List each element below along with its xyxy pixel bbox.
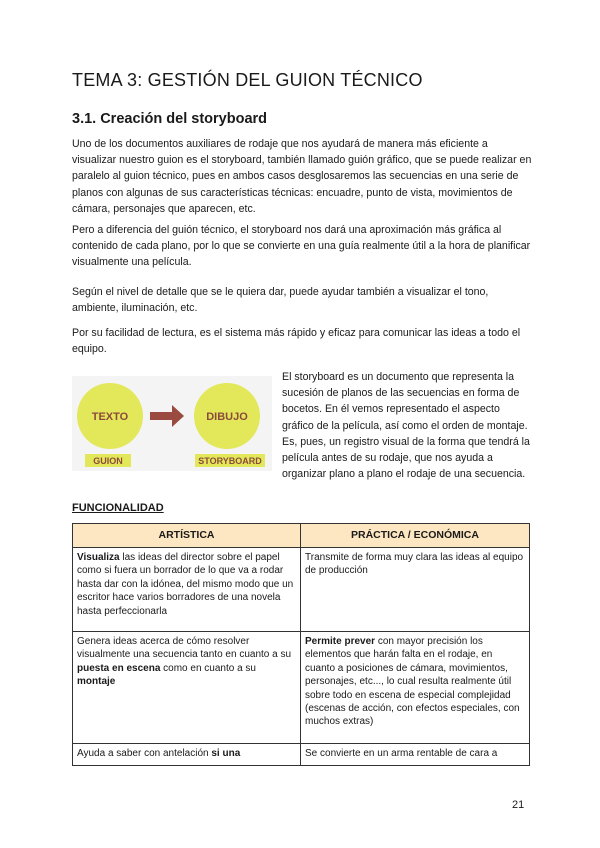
dibujo-label: DIBUJO <box>206 411 248 423</box>
table-cell <box>73 744 301 766</box>
table-cell <box>73 548 301 632</box>
bold-text: montaje <box>77 676 116 688</box>
storyboard-diagram <box>72 376 272 471</box>
table-cell <box>301 632 530 744</box>
arrow-shaft <box>150 412 172 420</box>
cell-text: Se convierte en un arma rentable de cara a <box>305 748 498 759</box>
arrow-right-icon <box>172 405 184 427</box>
table-header-row <box>73 524 530 548</box>
table-cell <box>301 744 530 766</box>
diagram-svg <box>72 376 272 471</box>
page-title: TEMA 3: GESTIÓN DEL GUION TÉCNICO <box>72 70 423 90</box>
cell-text: Genera ideas acerca de cómo resolver visualmente una secuencia tanto en cuanto a su <box>77 636 292 661</box>
paragraph-2: Pero a diferencia del guión técnico, el storyboard nos dará una aproximación más gráfica al contenido de cada plano, por lo que se convierte en una guía realmente útil a la hora de planificar visualmente una película. <box>72 224 531 269</box>
table-row <box>73 548 530 632</box>
figure-description: El storyboard es un documento que representa la sucesión de planos de las secuencias en forma de bocetos. En él vemos representado el aspecto gráfico de la película, así como el orden de montaje. Es, pues, un registro visual de la forma que tendrá la película antes de su rodaje, que nos ayuda a organizar plano a plano el rodaje de una secuencia. <box>282 371 530 481</box>
bold-text: Visualiza <box>77 552 120 563</box>
cell-text: como en cuanto a su <box>160 662 256 674</box>
table-row <box>73 744 530 766</box>
table-cell <box>73 632 301 744</box>
functionality-table <box>72 523 530 766</box>
section-title: 3.1. Creación del storyboard <box>72 111 268 127</box>
cell-text: Ayuda a saber con antelación <box>77 748 212 759</box>
guion-caption: GUION <box>93 456 123 466</box>
header-practica: PRÁCTICA / ECONÓMICA <box>301 524 530 548</box>
bold-text: si una <box>211 748 241 759</box>
storyboard-caption: STORYBOARD <box>198 456 262 466</box>
texto-label: TEXTO <box>91 411 129 423</box>
table-cell <box>301 548 530 632</box>
bold-text: Permite prever <box>305 636 376 647</box>
paragraph-4: Por su facilidad de lectura, es el sistema más rápido y eficaz para comunicar las ideas a todo el equipo. <box>72 327 521 356</box>
paragraph-1: Uno de los documentos auxiliares de rodaje que nos ayudará de manera más eficiente a visualizar nuestro guion es el storyboard, también llamado guión gráfico, que se puede realizar en paralelo al guion técnico, pues en ambos casos desglosaremos las secuencias en una serie de planos con algunas de sus características técnicas: encuadre, punto de vista, movimientos de cámara, personajes que aparecen, etc. <box>72 138 532 215</box>
bold-text: puesta en escena <box>77 662 161 674</box>
page-number: 21 <box>512 799 525 811</box>
cell-text: Transmite de forma muy clara las ideas al equipo de producción <box>305 552 524 577</box>
cell-text: las ideas del director sobre el papel como si fuera un borrador de lo que va a rodar hasta dar con la idónea, del mismo modo que un escritor hace varios borradores de una novela hasta perfeccionarla <box>77 552 294 617</box>
cell-text: con mayor precisión los elementos que harán falta en el rodaje, en cuanto a posiciones de cámara, movimientos, personajes, etc..., lo cual resulta realmente útil sobre todo en escena de especial complejidad (escenas de acción, con efectos especiales, con muchos extras) <box>305 636 520 728</box>
header-artistica: ARTÍSTICA <box>73 524 301 548</box>
table-row <box>73 632 530 744</box>
paragraph-3: Según el nivel de detalle que se le quiera dar, puede ayudar también a visualizar el tono, ambiente, iluminación, etc. <box>72 286 489 315</box>
functionality-heading: FUNCIONALIDAD <box>72 502 164 514</box>
